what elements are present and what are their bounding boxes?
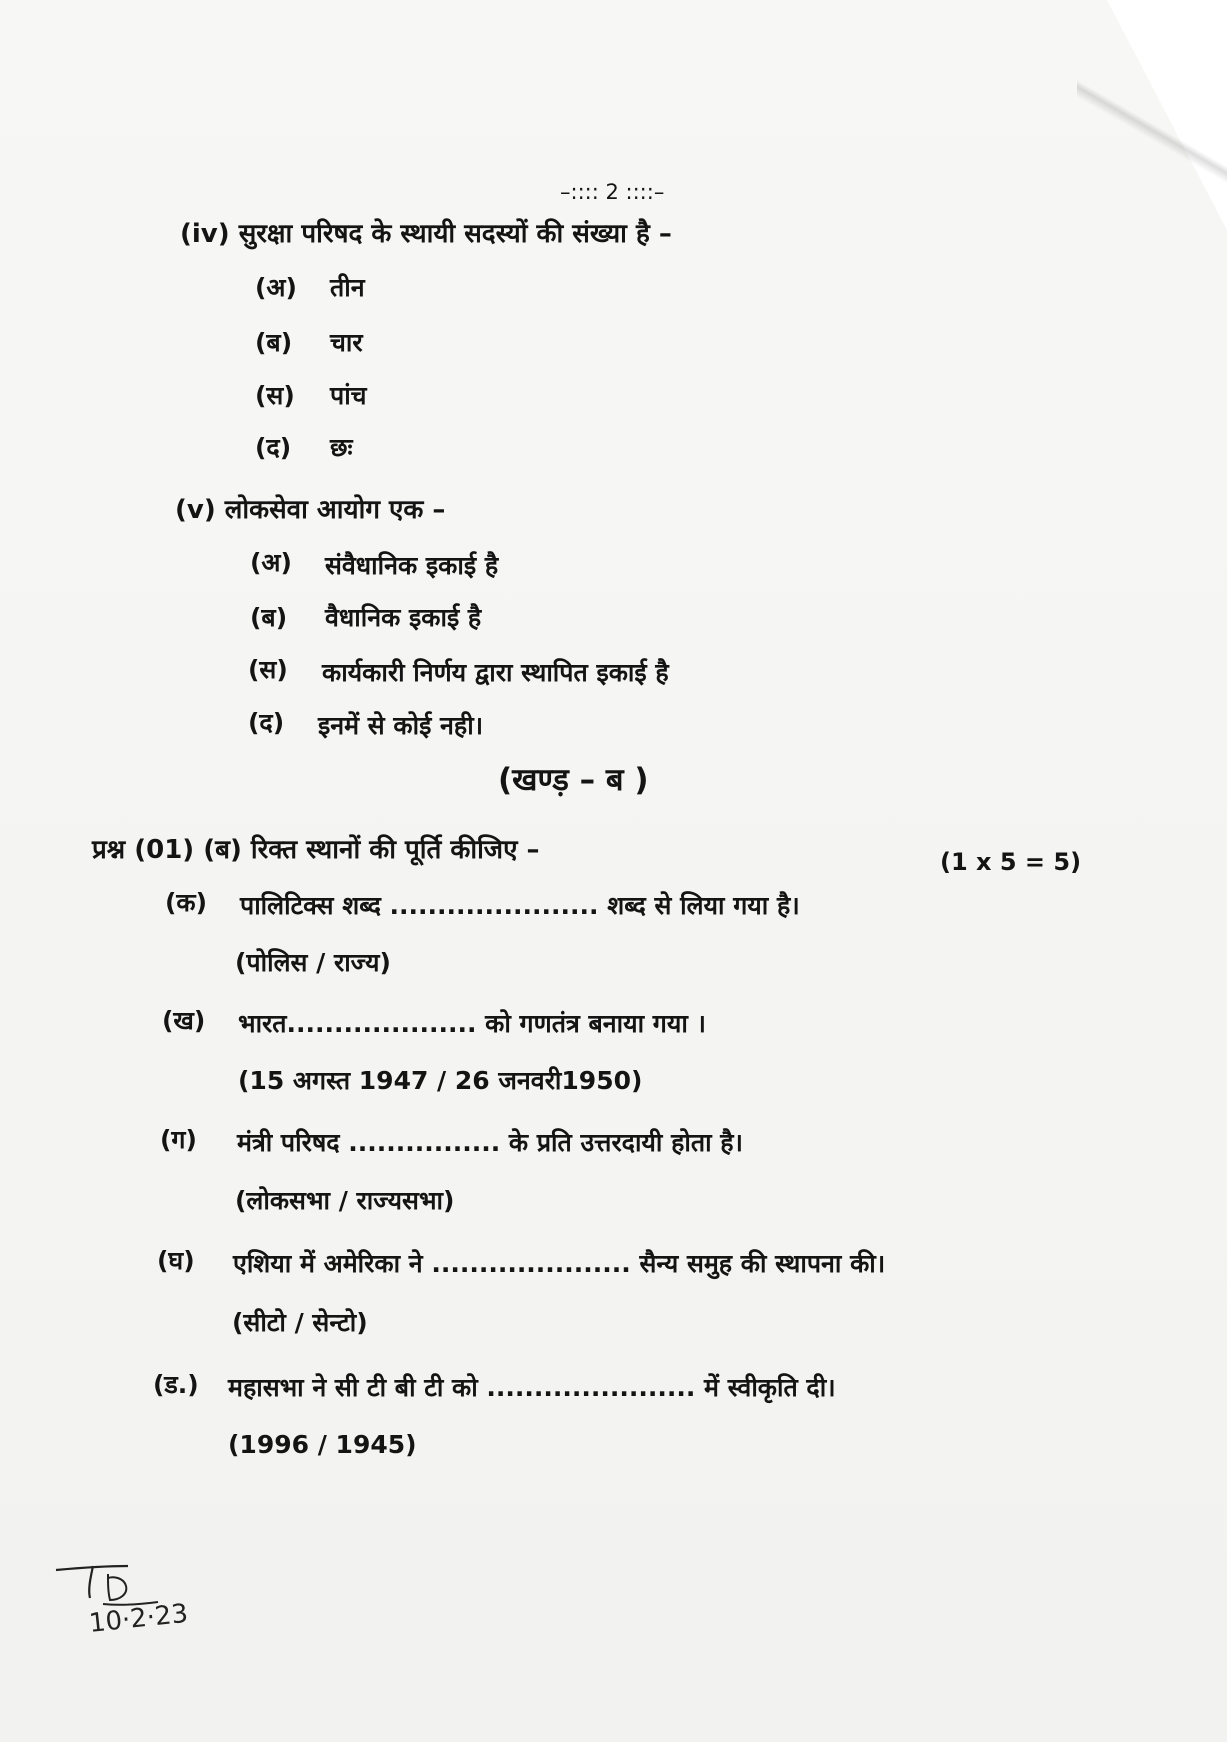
- option-label: (द): [255, 433, 292, 462]
- option-label: (ब): [250, 603, 288, 632]
- item-label: (ग): [160, 1125, 197, 1154]
- item-text: पालिटिक्स शब्द ...................... शब्द से लिया गया है।: [240, 891, 800, 920]
- item-choices: (1996 / 1945): [228, 1430, 417, 1459]
- item-text: भारत.................... को गणतंत्र बनाया गया ।: [238, 1009, 706, 1038]
- item-label: (क): [165, 888, 208, 917]
- question-text: रिक्त स्थानों की पूर्ति कीजिए –: [250, 835, 540, 865]
- item-choices: (15 अगस्त 1947 / 26 जनवरी1950): [238, 1066, 643, 1095]
- option-label: (अ): [255, 273, 297, 302]
- question-text: सुरक्षा परिषद के स्थायी सदस्यों की संख्या है –: [238, 219, 672, 249]
- option-text: संवैधानिक इकाई है: [325, 551, 499, 580]
- item-text: महासभा ने सी टी बी टी को ...................... में स्वीकृति दी।: [228, 1373, 836, 1402]
- option-label: (द): [248, 708, 285, 737]
- question-v: [175, 490, 445, 526]
- page-number: –:::: 2 ::::–: [560, 180, 665, 204]
- item-label: (ख): [162, 1006, 206, 1035]
- question-number: (v): [175, 495, 216, 525]
- section-b-question: [92, 830, 540, 866]
- option-text: कार्यकारी निर्णय द्वारा स्थापित इकाई है: [322, 658, 669, 687]
- signature-date: 10·2·23: [87, 1598, 190, 1639]
- section-b-heading: (खण्ड़ – ब ): [498, 762, 649, 798]
- item-choices: (सीटो / सेन्टो): [232, 1308, 368, 1337]
- handwritten-signature: [48, 1560, 218, 1640]
- question-text: लोकसेवा आयोग एक –: [224, 495, 446, 525]
- item-label: (ड.): [153, 1370, 199, 1399]
- question-number: प्रश्न (01) (ब): [92, 835, 242, 865]
- item-choices: (पोलिस / राज्य): [235, 948, 391, 977]
- item-text: एशिया में अमेरिका ने ..................... सैन्य समुह की स्थापना की।: [233, 1249, 886, 1278]
- question-iv: [180, 214, 672, 250]
- option-text: वैधानिक इकाई है: [325, 603, 482, 632]
- question-number: (iv): [180, 219, 230, 249]
- option-text: इनमें से कोई नही।: [318, 711, 484, 740]
- item-choices: (लोकसभा / राज्यसभा): [235, 1186, 455, 1215]
- option-text: चार: [330, 328, 363, 357]
- item-label: (घ): [157, 1246, 195, 1275]
- option-text: पांच: [330, 381, 367, 410]
- item-text: मंत्री परिषद ................ के प्रति उत्तरदायी होता है।: [237, 1128, 744, 1157]
- option-label: (अ): [250, 548, 292, 577]
- option-label: (ब): [255, 328, 293, 357]
- marks-allocation: (1 x 5 = 5): [940, 848, 1082, 876]
- option-text: तीन: [330, 273, 365, 302]
- fold-shadow: [1077, 0, 1227, 260]
- option-label: (स): [248, 655, 288, 684]
- option-label: (स): [255, 381, 295, 410]
- option-text: छः: [330, 433, 353, 462]
